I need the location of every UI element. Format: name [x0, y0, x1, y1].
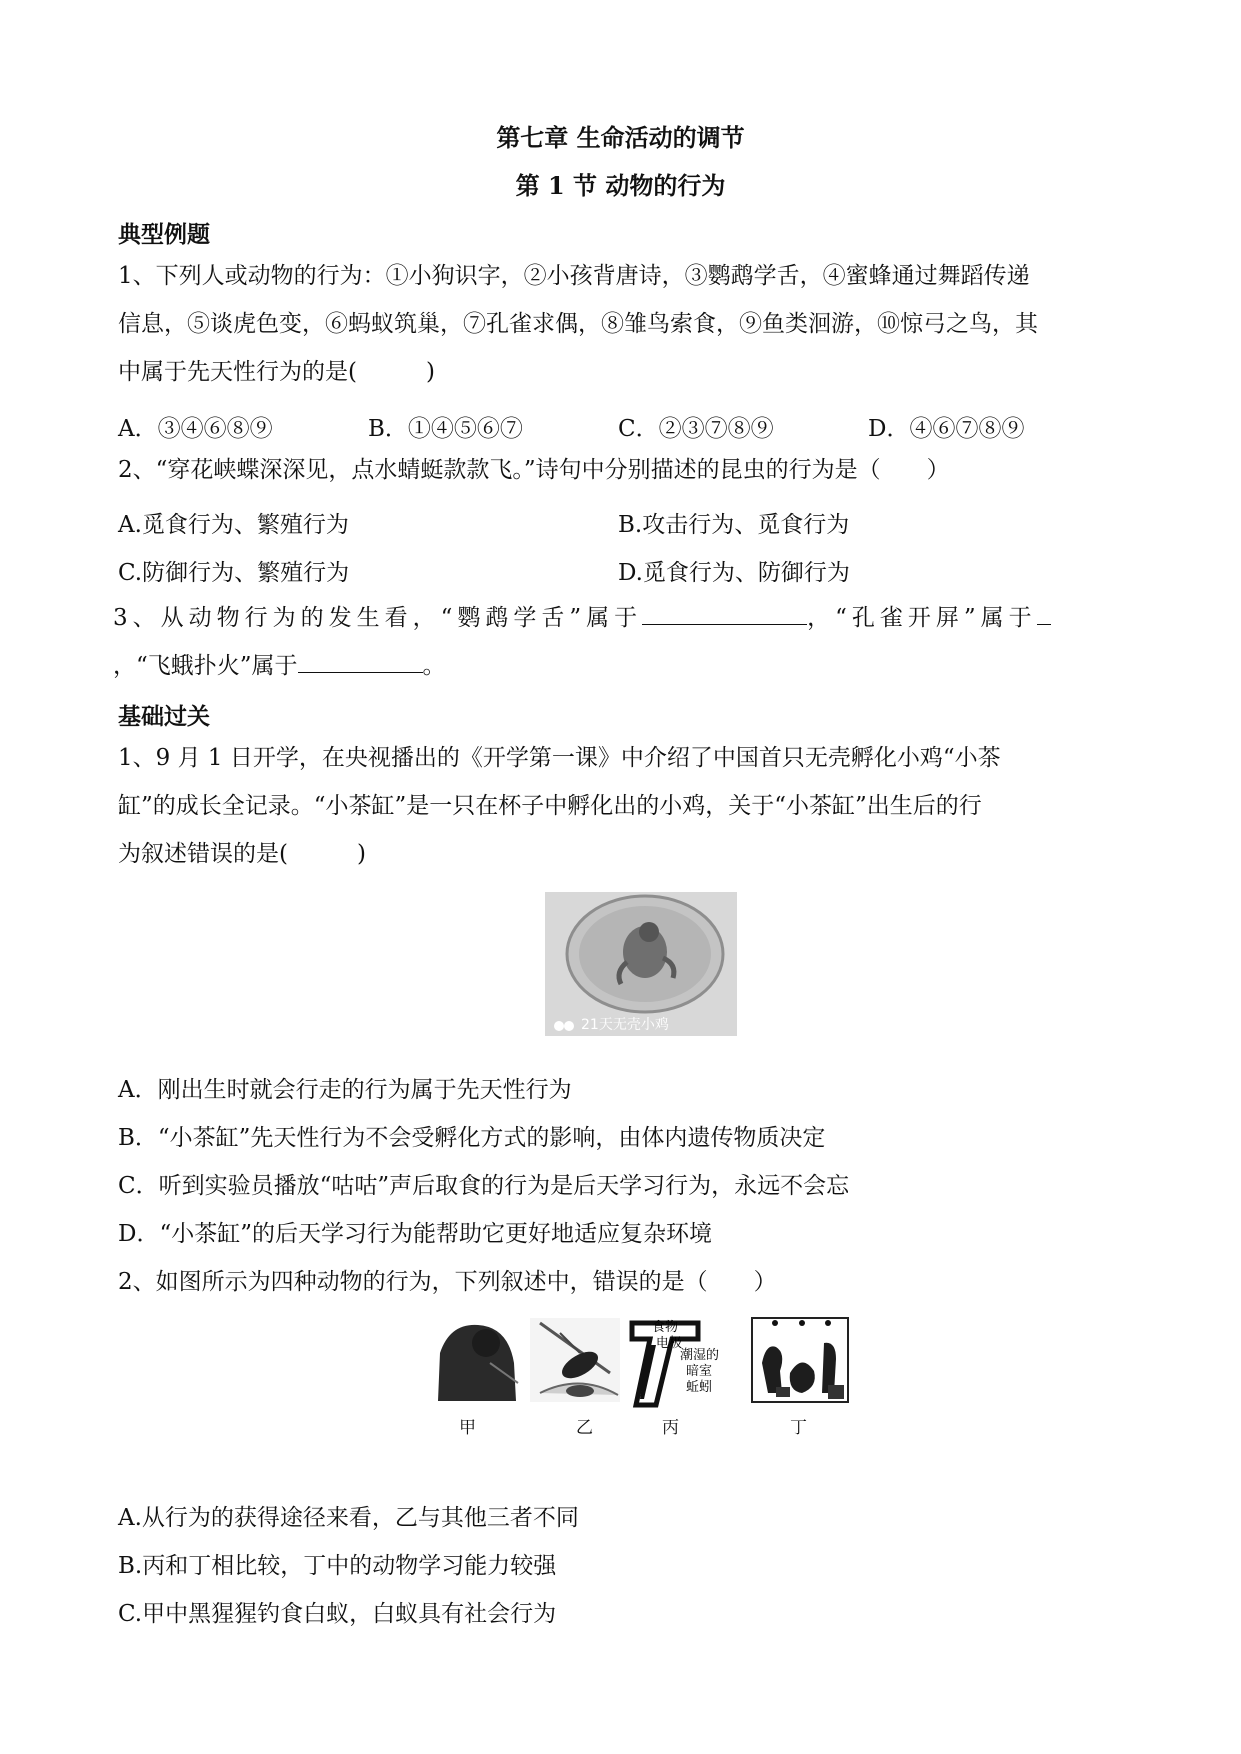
maze-text-moist: 潮湿的	[680, 1348, 720, 1363]
q3-line1	[113, 602, 1123, 634]
q2-option-d: D.觅食行为、防御行为	[618, 560, 850, 586]
q1-line3: 中属于先天性行为的是( )	[118, 359, 435, 385]
q2-option-c: C.防御行为、繁殖行为	[118, 560, 350, 586]
figure-label-bing: 丙	[662, 1418, 679, 1438]
section-title: 第 1 节 动物的行为	[515, 171, 726, 200]
q1-line1: 1、下列人或动物的行为：①小狗识字，②小孩背唐诗，③鹦鹉学舌，④蜜蜂通过舞蹈传递	[118, 263, 1030, 289]
q2-option-b: B.攻击行为、觅食行为	[618, 512, 850, 538]
b-q2-option-c: C.甲中黑猩猩钓食白蚁，白蚁具有社会行为	[118, 1601, 557, 1627]
chapter-title: 第七章 生命活动的调节	[496, 123, 745, 152]
q1-option-c: C．②③⑦⑧⑨	[618, 416, 774, 442]
q3-line2	[113, 650, 1123, 682]
b-q2-line1: 2、如图所示为四种动物的行为，下列叙述中，错误的是（ ）	[118, 1269, 777, 1295]
b-q1-option-d: D．“小茶缸”的后天学习行为能帮助它更好地适应复杂环境	[118, 1221, 712, 1247]
q3-part2: ，“孔雀开屏”属于	[807, 605, 1037, 631]
q1-option-d: D．④⑥⑦⑧⑨	[868, 416, 1025, 442]
b-q2-option-b: B.丙和丁相比较，丁中的动物学习能力较强	[118, 1553, 557, 1579]
q1-line2: 信息，⑤谈虎色变，⑥蚂蚁筑巢，⑦孔雀求偶，⑧雏鸟索食，⑨鱼类洄游，⑩惊弓之鸟，其	[118, 311, 1038, 337]
animal-behaviour-illustration	[430, 1313, 850, 1408]
basic-heading: 基础过关	[118, 703, 210, 730]
q3-part4: 。	[422, 653, 446, 679]
maze-text-electrode: 电极	[656, 1336, 683, 1351]
b-q1-option-b: B．“小茶缸”先天性行为不会受孵化方式的影响，由体内遗传物质决定	[118, 1125, 826, 1151]
typical-examples-heading: 典型例题	[118, 221, 210, 248]
b-q1-line1: 1、9 月 1 日开学，在央视播出的《开学第一课》中介绍了中国首只无壳孵化小鸡“小茶	[118, 745, 1001, 771]
q3-blank-1[interactable]	[642, 602, 807, 625]
b-q1-line2: 缸”的成长全记录。“小茶缸”是一只在杯子中孵化出的小鸡，关于“小茶缸”出生后的行	[118, 793, 982, 819]
q2-line1: 2、“穿花峡蝶深深见，点水蜻蜓款款飞。”诗句中分别描述的昆虫的行为是（ ）	[118, 457, 950, 483]
maze-text-food: 食物	[652, 1320, 679, 1335]
figure-label-jia: 甲	[459, 1418, 476, 1438]
q3-part3: ，“飞蛾扑火”属于	[113, 653, 298, 679]
animal-behaviour-figure	[430, 1313, 850, 1408]
figure-label-ding: 丁	[790, 1418, 807, 1438]
b-q1-line3: 为叙述错误的是( )	[118, 841, 366, 867]
q3-part1: 3、从动物行为的发生看，“鹦鹉学舌”属于	[113, 605, 643, 631]
maze-text-dark-room: 暗室	[686, 1364, 713, 1379]
q3-blank-2[interactable]	[1037, 602, 1051, 625]
figure-label-yi: 乙	[576, 1418, 593, 1438]
q1-option-a: A．③④⑥⑧⑨	[118, 416, 273, 442]
b-q2-option-a: A.从行为的获得途径来看，乙与其他三者不同	[118, 1505, 579, 1531]
q2-option-a: A.觅食行为、繁殖行为	[118, 512, 349, 538]
maze-text-earthworm: 蚯蚓	[686, 1380, 713, 1395]
q3-blank-3[interactable]	[298, 650, 423, 673]
b-q1-option-c: C．听到实验员播放“咕咕”声后取食的行为是后天学习行为，永远不会忘	[118, 1173, 850, 1199]
b-q1-option-a: A．刚出生时就会行走的行为属于先天性行为	[118, 1077, 572, 1103]
chick-photo-caption: 21天无壳小鸡	[581, 1017, 669, 1033]
q1-option-b: B．①④⑤⑥⑦	[368, 416, 523, 442]
chick-photo	[545, 892, 737, 1036]
